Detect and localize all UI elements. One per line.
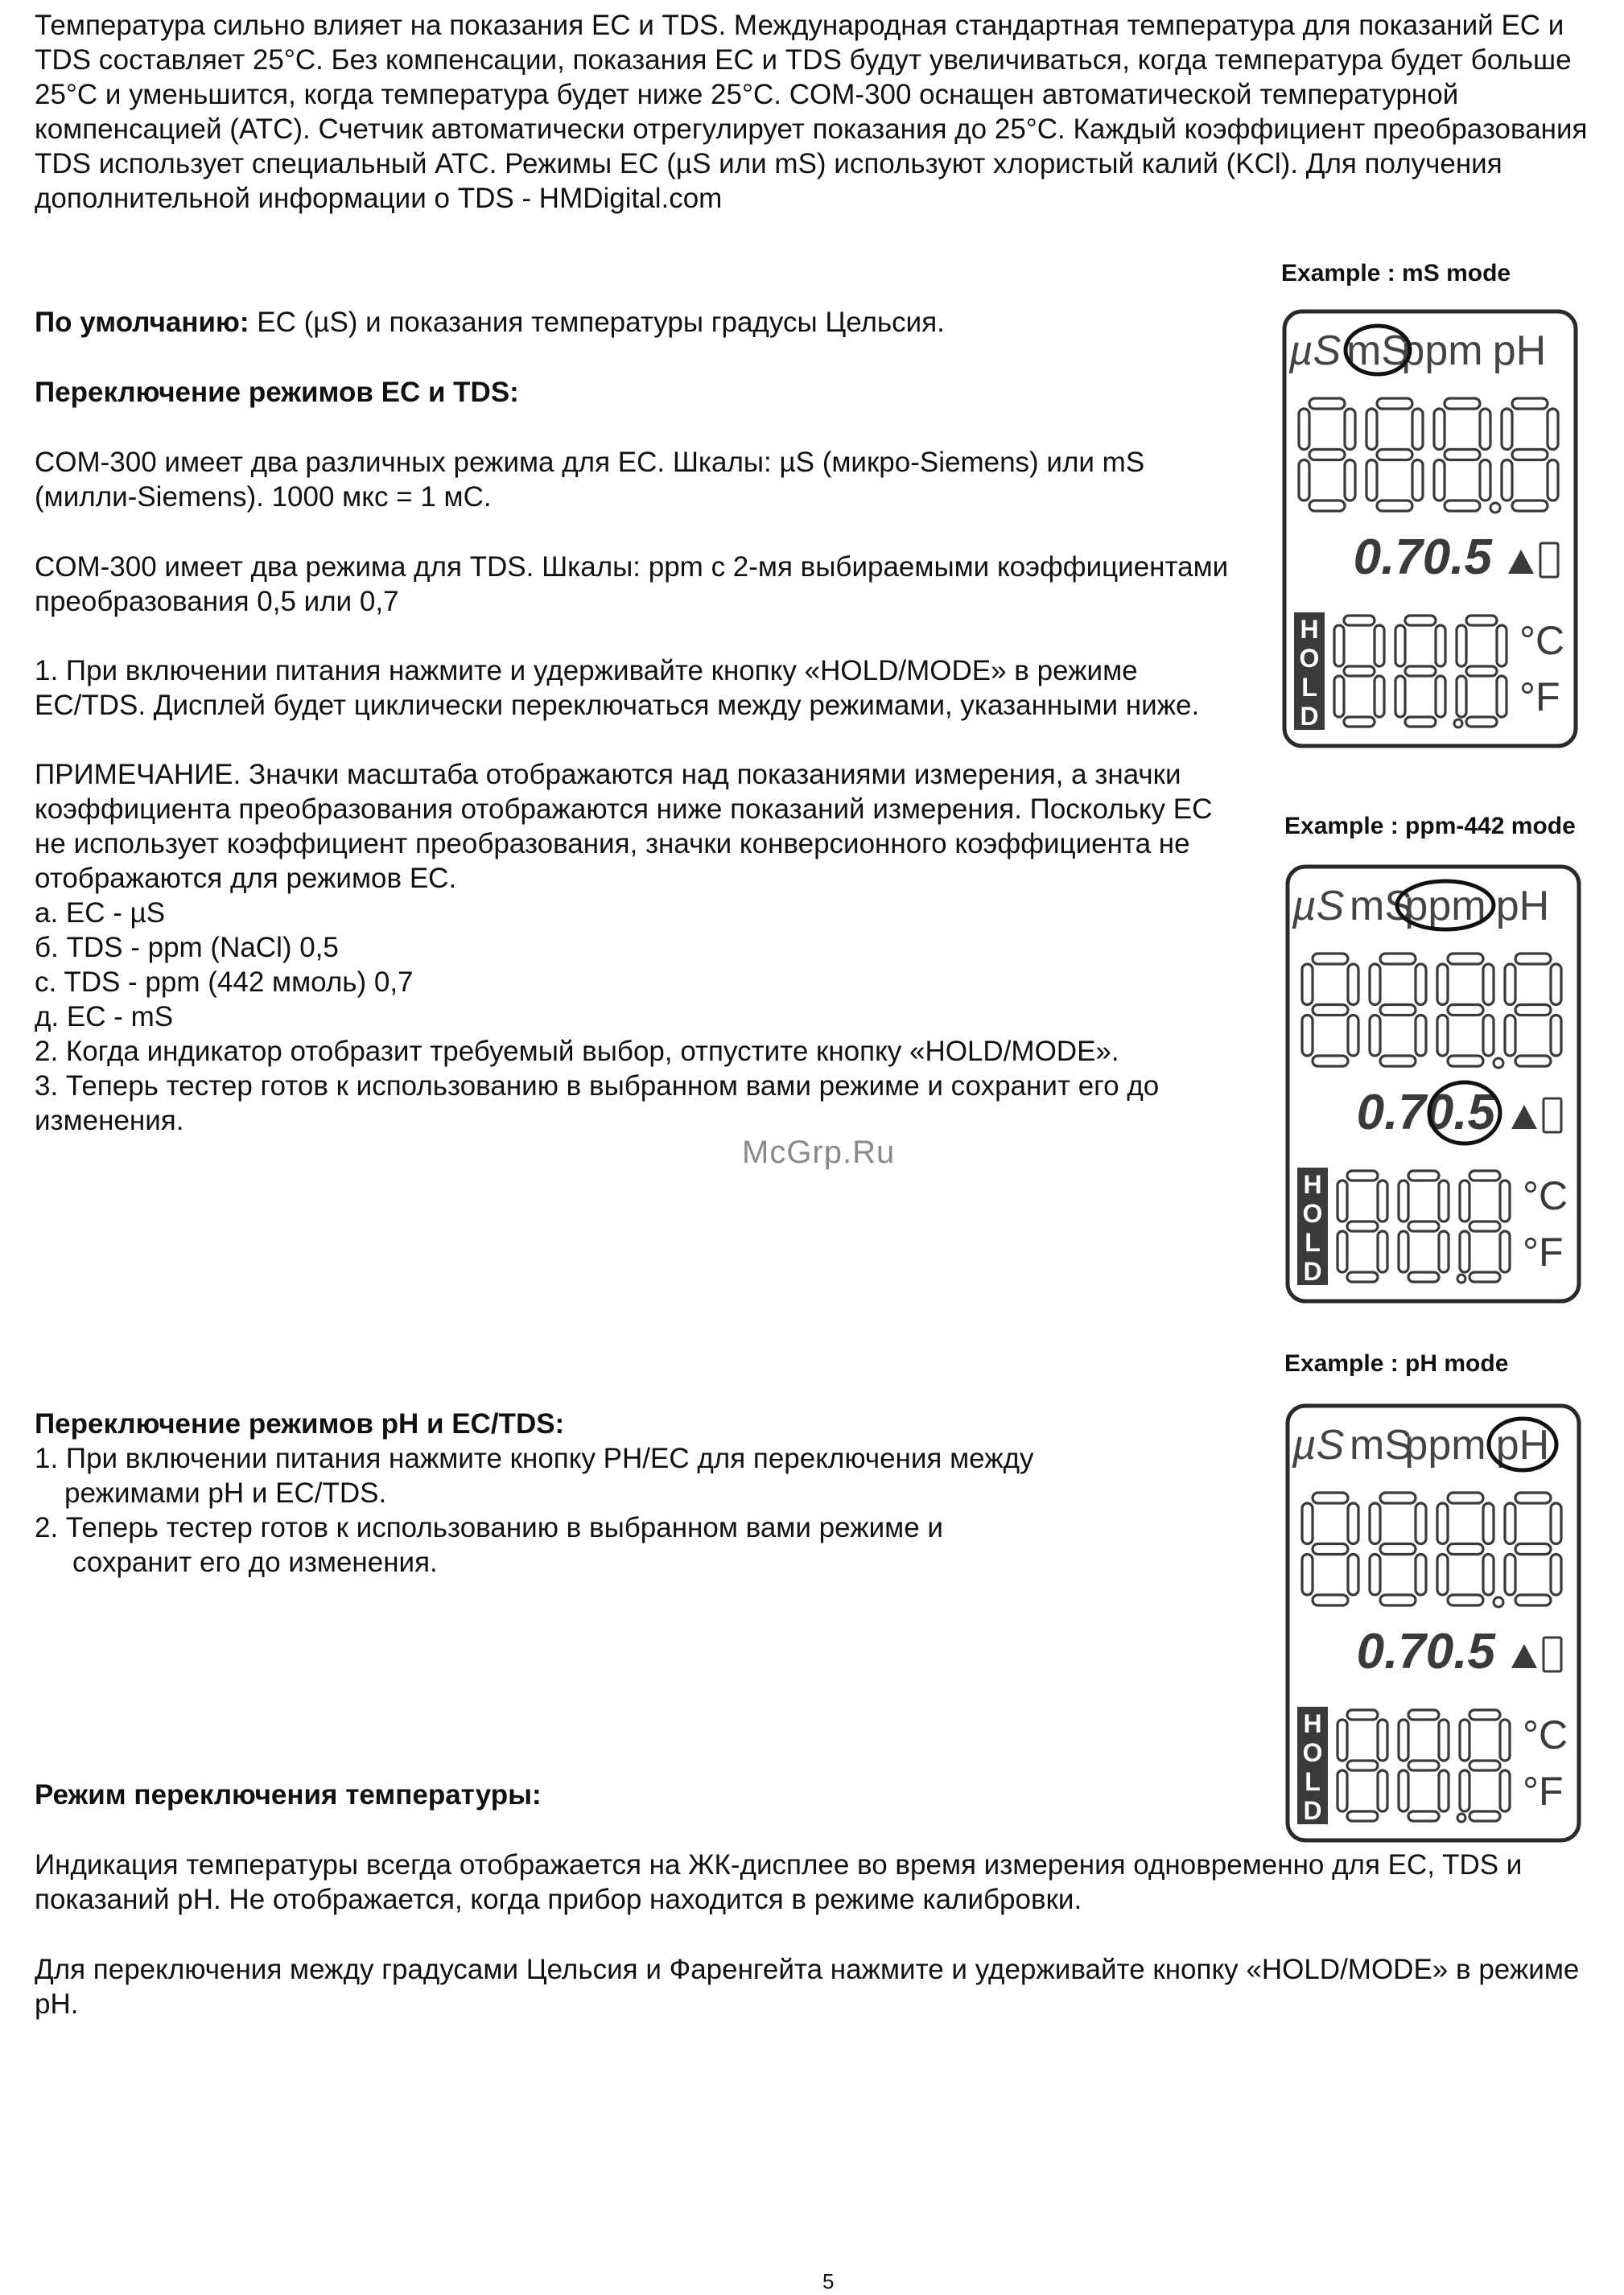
lcd-unit-2: ppm [1404,883,1486,929]
lcd-unit-2: ppm [1404,1422,1486,1469]
ec-tds-paragraph-1: COM-300 имеет два различных режима для EC. Шкалы: µS (микро-Siemens) или mS (милли-Siemens). 1000 мкс = 1 мС. [35,447,1145,513]
mode-item-c: c. TDS - ppm (442 ммоль) 0,7 [35,966,414,998]
lcd-factor: 0.70.5 [1356,1085,1495,1140]
lcd-fahrenheit: °F [1523,1230,1564,1275]
lcd-hold [1297,1707,1328,1825]
lcd-fahrenheit: °F [1519,674,1560,719]
example-label-ms: Example : mS mode [1281,260,1511,286]
lcd-unit-1: mS [1350,1422,1412,1469]
ec-tds-heading: Переключение режимов EC и TDS: [35,377,519,408]
svg-text:O: O [1302,1738,1323,1767]
default-label: По умолчанию: [35,307,249,338]
mode-item-a: a. EC - µS [35,897,166,929]
lcd-graphic [1281,308,1579,749]
ph-heading: Переключение режимов pH и EC/TDS: [35,1408,565,1440]
svg-text:L: L [1305,1767,1321,1796]
lcd-hold [1297,1168,1328,1286]
mode-item-d: д. EC - mS [35,1001,174,1032]
svg-text:D: D [1303,1796,1322,1825]
lcd-graphic [1284,1403,1582,1844]
lcd-celsius: °C [1519,618,1565,663]
example-label-ppm: Example : ppm-442 mode [1284,813,1576,839]
lcd-unit-0: µS [1292,1422,1345,1469]
lcd-unit-2: ppm [1401,328,1483,374]
lcd-unit-0: µS [1292,883,1345,929]
ec-tds-step-2: 2. Когда индикатор отобразит требуемый выбор, отпустите кнопку «HOLD/MODE». [35,1036,1119,1067]
lcd-unit-1: mS [1350,883,1412,929]
lcd-celsius: °C [1523,1712,1568,1757]
lcd-example-ph [1284,1403,1582,1844]
lcd-unit-1: mS [1346,328,1409,374]
lcd-graphic [1284,863,1582,1304]
svg-text:H: H [1303,1170,1322,1199]
svg-text:H: H [1303,1709,1322,1738]
lcd-fahrenheit: °F [1523,1769,1564,1814]
intro-paragraph: Температура сильно влияет на показания EC и TDS. Международная стандартная температура для показаний EC и TDS составляет 25°C. Без компенсации, показания EC и TDS будут увеличиваться, когда температура будет больше 25°C и уменьшится, когда температура будет ниже 25°C. COM-300 оснащен автоматической температурной компенсацией (ATC). Счетчик автоматически отрегулирует показания до 25°C. Каждый коэффициент преобразования TDS использует специальный ATC. Режимы EC (µS или mS) используют хлористый калий (KCl). Для получения дополнительной информации о TDS - HMDigital.com [35,10,1588,214]
lcd-unit-3: pH [1492,328,1547,374]
temp-paragraph-2: Для переключения между градусами Цельсия и Фаренгейта нажмите и удерживайте кнопку «HOLD/MODE» в режиме pH. [35,1954,1580,2020]
ec-tds-step-3: 3. Теперь тестер готов к использованию в выбранном вами режиме и сохранит его до изменения. [35,1070,1160,1136]
ec-tds-paragraph-2: COM-300 имеет два режима для TDS. Шкалы: ppm с 2-мя выбираемыми коэффициентами преобразования 0,5 или 0,7 [35,551,1229,617]
ph-step-2b: сохранит его до изменения. [72,1547,438,1578]
svg-text:L: L [1301,673,1317,702]
svg-text:L: L [1305,1228,1321,1257]
ph-step-1b: режимами pH и EC/TDS. [64,1477,387,1509]
lcd-factor: 0.70.5 [1356,1624,1495,1679]
svg-text:H: H [1300,615,1319,644]
svg-text:O: O [1302,1199,1323,1228]
watermark: McGrp.Ru [742,1135,896,1170]
mode-item-b: б. TDS - ppm (NaCl) 0,5 [35,932,339,963]
default-text: EC (µS) и показания температуры градусы Цельсия. [249,307,945,338]
lcd-factor: 0.70.5 [1353,529,1492,585]
page-number: 5 [822,2269,835,2293]
svg-text:D: D [1303,1257,1322,1286]
ec-tds-note: ПРИМЕЧАНИЕ. Значки масштаба отображаются над показаниями измерения, а значки коэффициента преобразования отображаются ниже показаний измерения. Поскольку EC не использует коэффициент преобразования, значки конверсионного коэффициента не отображаются для режимов EC. [35,759,1213,894]
lcd-unit-3: pH [1495,1422,1550,1469]
lcd-example-ms [1281,308,1579,749]
lcd-celsius: °C [1523,1173,1568,1218]
lcd-unit-0: µS [1288,328,1342,374]
lcd-example-ppm [1284,863,1582,1304]
ph-step-1a: 1. При включении питания нажмите кнопку PH/EC для переключения между [35,1443,1034,1474]
svg-text:D: D [1300,702,1319,731]
ec-tds-step-1: 1. При включении питания нажмите и удерживайте кнопку «HOLD/MODE» в режиме EC/TDS. Дисплей будет циклически переключаться между режимами, указанными ниже. [35,655,1200,721]
lcd-unit-3: pH [1495,883,1550,929]
lcd-hold [1294,612,1325,731]
example-label-ph: Example : pH mode [1284,1350,1509,1377]
ph-step-2a: 2. Теперь тестер готов к использованию в выбранном вами режиме и [35,1512,943,1543]
default-paragraph [35,305,1250,340]
temp-paragraph-1: Индикация температуры всегда отображается на ЖК-дисплее во время измерения одновременно для EC, TDS и показаний pH. Не отображается, когда прибор находится в режиме калибровки. [35,1849,1523,1915]
svg-text:O: O [1299,644,1320,673]
temp-heading: Режим переключения температуры: [35,1779,542,1811]
